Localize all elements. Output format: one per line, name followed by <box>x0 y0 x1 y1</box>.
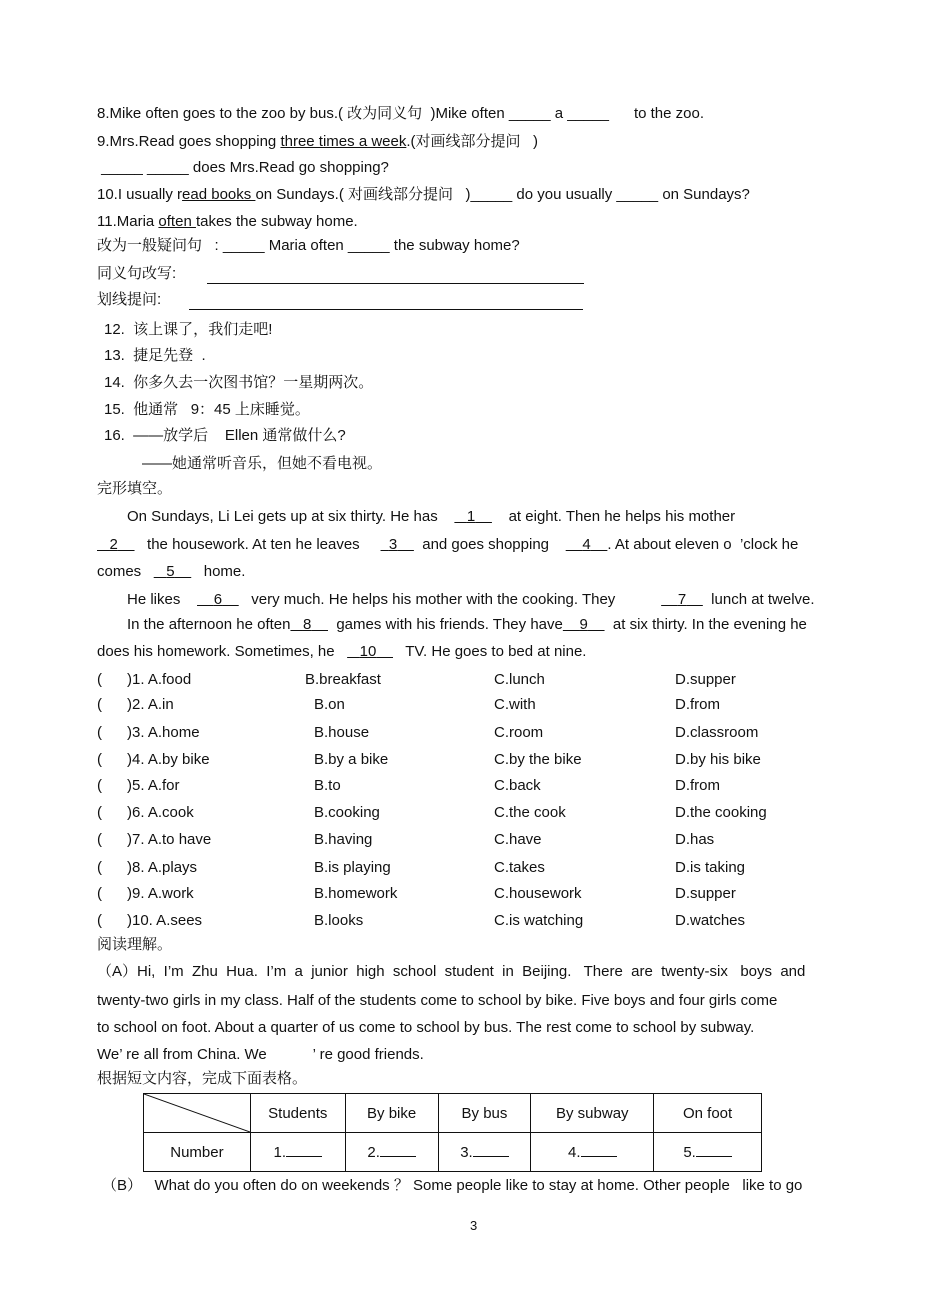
question-9 <box>97 132 538 152</box>
question-11-underline-label: 划线提问: <box>97 291 162 308</box>
cloze-text: very much. He helps his mother with the cooking. They <box>251 591 616 608</box>
option-row <box>97 911 746 931</box>
cloze-text: does his homework. Sometimes, he <box>97 643 335 660</box>
cell-number: 4. <box>568 1143 581 1161</box>
cloze-blank-1 <box>454 508 492 525</box>
question-10-underlined: ead books <box>182 186 256 203</box>
option-c: C.is watching <box>494 912 584 929</box>
question-16b: ——她通常听音乐，但她不看电视。 <box>142 455 383 472</box>
option-c: C.by the bike <box>494 751 582 768</box>
answer-line <box>189 309 583 310</box>
option-d: D.watches <box>675 912 746 929</box>
option-b: B.cooking <box>314 804 380 821</box>
cloze-blank-4 <box>566 536 608 553</box>
cloze-text: at six thirty. In the evening he <box>612 616 807 633</box>
option-a: ( )6. A.cook <box>97 804 194 821</box>
passage-a-line-3: to school on foot. About a quarter of us come to school by bus. The rest come to school by subway. <box>97 1019 755 1036</box>
option-a: ( )9. A.work <box>97 885 194 902</box>
blank-number: 8 <box>302 616 312 633</box>
question-9-answer: _____ _____ does Mrs.Read go shopping? <box>97 159 389 176</box>
question-11-synonym-label: 同义句改写: <box>97 265 177 282</box>
option-a: ( )3. A.home <box>97 724 200 741</box>
option-c: C.back <box>494 777 541 794</box>
answer-blank[interactable] <box>696 1144 732 1157</box>
passage-b-line-1: （B） What do you often do on weekends ？ Some people like to stay at home. Other people like to go <box>102 1177 803 1194</box>
question-11 <box>97 212 358 232</box>
option-row <box>97 695 720 715</box>
cloze-blank-7 <box>661 591 703 608</box>
cell-number: 3. <box>460 1143 473 1161</box>
cloze-blank-5 <box>154 563 192 580</box>
passage-text: ’ re good friends. <box>312 1046 424 1063</box>
option-b: B.having <box>314 831 373 848</box>
option-row <box>97 858 746 878</box>
option-c: C.housework <box>494 885 582 902</box>
cloze-text: home. <box>203 563 246 580</box>
cloze-text: TV. He goes to bed at nine. <box>405 643 587 660</box>
cloze-blank-9 <box>563 616 605 633</box>
option-d: D.the cooking <box>675 804 767 821</box>
question-9-text: 9.Mrs.Read goes shopping <box>97 133 281 150</box>
option-d: D.has <box>675 831 715 848</box>
option-a: ( )4. A.by bike <box>97 751 210 768</box>
answer-blank[interactable] <box>380 1144 416 1157</box>
blank-number: 6 <box>213 591 223 608</box>
answer-line <box>207 283 584 284</box>
question-9-instruction: .(对画线部分提问 ) <box>406 133 539 150</box>
answer-blank[interactable] <box>581 1144 617 1157</box>
passage-a-line-4 <box>97 1045 424 1065</box>
answer-table <box>143 1093 762 1172</box>
cloze-line-3 <box>97 562 245 582</box>
option-c: C.lunch <box>494 671 545 688</box>
cell-number: 5. <box>683 1143 696 1161</box>
option-row <box>97 803 767 823</box>
cloze-text: On Sundays, Li Lei gets up at six thirty. He has <box>127 508 438 525</box>
table-header: On foot <box>654 1094 762 1133</box>
blank-number: 10 <box>359 643 377 660</box>
question-11-text: 11.Maria <box>97 213 159 230</box>
cloze-line-1 <box>127 507 735 527</box>
cloze-blank-10 <box>347 643 393 660</box>
option-a: ( )10. A.sees <box>97 912 203 929</box>
question-8: 8.Mike often goes to the zoo by bus.( 改为同义句 )Mike often _____ a _____ to the zoo. <box>97 105 704 122</box>
question-16a: 16. ——放学后 Ellen 通常做什么? <box>104 427 346 444</box>
cloze-line-2 <box>97 535 798 555</box>
option-b: B.is playing <box>314 859 391 876</box>
option-b: B.on <box>314 696 345 713</box>
question-10-rest: on Sundays.( 对画线部分提问 )_____ do you usually _____ on Sundays? <box>255 186 750 203</box>
cloze-text: lunch at twelve. <box>711 591 815 608</box>
blank-number: 5 <box>166 563 175 580</box>
option-c: C.takes <box>494 859 545 876</box>
option-b: B.by a bike <box>314 751 389 768</box>
page-number: 3 <box>470 1218 478 1233</box>
option-b: B.house <box>314 724 370 741</box>
blank-number: 3 <box>388 536 398 553</box>
option-a: ( )5. A.for <box>97 777 180 794</box>
option-d: D.is taking <box>675 859 746 876</box>
option-b: B.breakfast <box>305 671 381 688</box>
passage-a-line-2: twenty-two girls in my class. Half of the students come to school by bike. Five boys and four girls come <box>97 992 778 1009</box>
diagonal-cell <box>144 1094 251 1133</box>
question-12: 12. 该上课了，我们走吧! <box>104 321 273 338</box>
table-header: By bus <box>438 1094 531 1133</box>
option-a: ( )2. A.in <box>97 696 174 713</box>
passage-text: We’ re all from China. We <box>97 1046 267 1063</box>
option-c: C.room <box>494 724 544 741</box>
option-row <box>97 670 736 690</box>
passage-a-line-1: （A）Hi, I’m Zhu Hua. I’m a junior high school student in Beijing. There are twenty-six boys and <box>97 963 806 980</box>
cloze-line-6 <box>97 642 586 662</box>
question-10 <box>97 185 750 205</box>
table-cell <box>654 1133 762 1172</box>
cloze-text: games with his friends. They have <box>336 616 563 633</box>
option-c: C.with <box>494 696 536 713</box>
option-row <box>97 830 715 850</box>
option-b: B.looks <box>314 912 364 929</box>
option-a: ( )8. A.plays <box>97 859 198 876</box>
cloze-blank-2 <box>97 536 135 553</box>
cloze-text: at eight. Then he helps his mother <box>508 508 736 525</box>
question-10-text: 10.I usually r <box>97 186 183 203</box>
option-row <box>97 723 759 743</box>
table-cell <box>250 1133 345 1172</box>
answer-blank[interactable] <box>473 1144 509 1157</box>
cloze-blank-6 <box>197 591 239 608</box>
option-d: D.by his bike <box>675 751 761 768</box>
cloze-text: . At about eleven o ’clock he <box>607 536 799 553</box>
cell-number: 2. <box>367 1143 380 1161</box>
question-11-yes-no: 改为一般疑问句 : _____ Maria often _____ the subway home? <box>97 237 520 254</box>
cloze-line-4 <box>127 590 815 610</box>
blank-number: 7 <box>677 591 687 608</box>
option-d: D.supper <box>675 885 736 902</box>
table-header-row <box>144 1094 762 1133</box>
option-c: C.have <box>494 831 542 848</box>
question-13: 13. 捷足先登 . <box>104 347 206 364</box>
table-cell <box>345 1133 438 1172</box>
option-b: B.to <box>314 777 341 794</box>
table-row <box>144 1133 762 1172</box>
option-row <box>97 750 761 770</box>
cloze-line-5 <box>127 615 807 635</box>
cloze-blank-8 <box>290 616 328 633</box>
table-header: By subway <box>531 1094 654 1133</box>
option-a: ( )1. A.food <box>97 671 192 688</box>
answer-blank[interactable] <box>286 1144 322 1157</box>
option-row <box>97 884 736 904</box>
cloze-heading: 完形填空。 <box>97 480 173 497</box>
cloze-blank-3 <box>381 536 414 553</box>
option-d: D.classroom <box>675 724 759 741</box>
blank-number: 2 <box>109 536 118 553</box>
cloze-text: In the afternoon he often <box>127 616 291 633</box>
question-15: 15. 他通常 9：45 上床睡觉。 <box>104 401 310 418</box>
cell-number: 1. <box>273 1143 287 1161</box>
cloze-text: and goes shopping <box>422 536 550 553</box>
cloze-text: He likes <box>127 591 181 608</box>
question-9-underlined: three times a week <box>280 133 407 150</box>
option-row <box>97 776 720 796</box>
table-header: By bike <box>345 1094 438 1133</box>
cloze-text: comes <box>97 563 142 580</box>
table-instruction: 根据短文内容，完成下面表格。 <box>97 1070 308 1087</box>
option-a: ( )7. A.to have <box>97 831 212 848</box>
cloze-text: the housework. At ten he leaves <box>147 536 360 553</box>
option-d: D.from <box>675 777 720 794</box>
option-b: B.homework <box>314 885 398 902</box>
question-11-rest: takes the subway home. <box>195 213 358 230</box>
table-cell <box>438 1133 531 1172</box>
blank-number: 9 <box>579 616 588 633</box>
row-label: Number <box>144 1133 251 1172</box>
option-c: C.the cook <box>494 804 566 821</box>
table-header: Students <box>250 1094 345 1133</box>
blank-number: 1 <box>466 508 476 525</box>
question-14: 14. 你多久去一次图书馆？一星期两次。 <box>104 374 374 391</box>
option-d: D.from <box>675 696 720 713</box>
blank-number: 4 <box>582 536 591 553</box>
reading-heading: 阅读理解。 <box>97 936 173 953</box>
question-11-underlined: often <box>158 213 196 230</box>
table-cell <box>531 1133 654 1172</box>
diagonal-line <box>144 1094 250 1132</box>
option-d: D.supper <box>675 671 736 688</box>
